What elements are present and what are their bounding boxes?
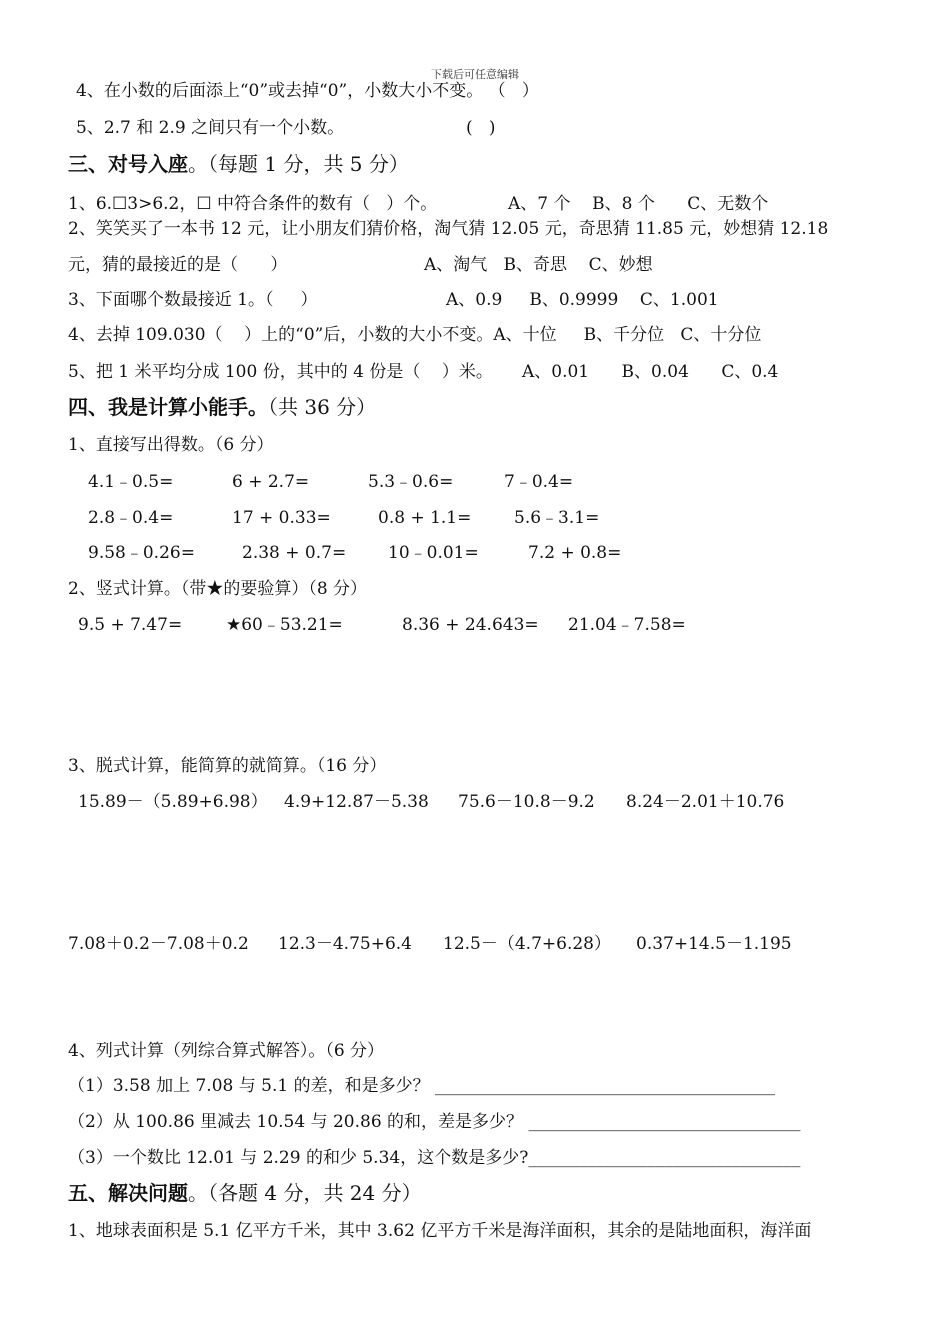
choice-2-question-cont: 元，猜的最接近的是（ ） <box>68 255 288 275</box>
judge-item-4: 4、在小数的后面添上“0”或去掉“0”，小数大小不变。 （ ） <box>76 81 539 101</box>
choice-3-question: 3、下面哪个数最接近 1。（ ） <box>68 290 318 310</box>
judge-item-5: 5、2.7 和 2.9 之间只有一个小数。 <box>76 118 345 138</box>
calc-4-title: 4、列式计算（列综合算式解答）。（6 分） <box>68 1041 385 1061</box>
problem-1: 1、地球表面积是 5.1 亿平方千米，其中 3.62 亿平方千米是海洋面积，其余的是陆地面积，海洋面 <box>68 1221 812 1241</box>
judge-item-5-bracket: ( ) <box>466 118 496 138</box>
section-4-note: （共 36 分） <box>268 395 377 419</box>
stepwise-calc-item: 8.24－2.01＋10.76 <box>626 792 785 812</box>
calc-item: 7.2 + 0.8= <box>528 543 622 563</box>
calc-item: 2.38 + 0.7= <box>242 543 347 563</box>
vertical-calc-item: 21.04﹣7.58= <box>568 615 686 635</box>
choice-4-question: 4、去掉 109.030（ ）上的“0”后，小数的大小不变。A、十位 B、千分位 C、十分位 <box>68 325 762 345</box>
calc-item: 7﹣0.4= <box>504 472 574 492</box>
section-4-title: 四、我是计算小能手。 <box>68 395 268 419</box>
choice-1-question: 1、6.☐3>6.2，☐ 中符合条件的数有（ ）个。 <box>68 194 438 214</box>
stepwise-calc-item: 15.89－（5.89+6.98） <box>78 792 268 812</box>
calc-1-title: 1、直接写出得数。（6 分） <box>68 435 274 455</box>
choice-5-options: A、0.01 B、0.04 C、0.4 <box>522 362 779 382</box>
section-5-note: 。（各题 4 分，共 24 分） <box>188 1181 422 1205</box>
stepwise-calc-item: 12.5－（4.7+6.28） <box>443 934 611 954</box>
vertical-calc-item: 8.36 + 24.643= <box>402 615 539 635</box>
word-calc-1: （1）3.58 加上 7.08 与 5.1 的差，和是多少？ ________________________________________ <box>68 1076 775 1096</box>
watermark: 下载后可任意编辑 <box>431 68 519 81</box>
calc-item: 9.58﹣0.26= <box>88 543 195 563</box>
choice-2-options: A、淘气 B、奇思 C、妙想 <box>424 255 653 275</box>
choice-5-question: 5、把 1 米平均分成 100 份，其中的 4 份是（ ）米。 <box>68 362 493 382</box>
calc-item: 10﹣0.01= <box>388 543 479 563</box>
calc-item: 17 + 0.33= <box>232 508 331 528</box>
choice-2-question: 2、笑笑买了一本书 12 元，让小朋友们猜价格，淘气猜 12.05 元，奇思猜 11.85 元，妙想猜 12.18 <box>68 219 829 239</box>
stepwise-calc-item: 7.08＋0.2－7.08＋0.2 <box>68 934 249 954</box>
section-3-title: 三、对号入座 <box>68 152 188 176</box>
stepwise-calc-item: 0.37+14.5－1.195 <box>636 934 792 954</box>
word-calc-2: （2）从 100.86 里减去 10.54 与 20.86 的和，差是多少？ ________________________________ <box>68 1112 801 1132</box>
calc-item: 0.8 + 1.1= <box>378 508 472 528</box>
vertical-calc-item: 9.5 + 7.47= <box>78 615 183 635</box>
calc-item: 5.6﹣3.1= <box>514 508 600 528</box>
section-3-note: 。（每题 1 分，共 5 分） <box>188 152 409 176</box>
calc-item: 5.3﹣0.6= <box>368 472 454 492</box>
vertical-calc-item: ★60﹣53.21= <box>226 615 343 635</box>
stepwise-calc-item: 75.6－10.8－9.2 <box>458 792 595 812</box>
stepwise-calc-item: 4.9+12.87－5.38 <box>284 792 429 812</box>
stepwise-calc-item: 12.3－4.75+6.4 <box>278 934 412 954</box>
section-4-heading <box>68 394 376 420</box>
section-3-heading <box>68 151 409 177</box>
calc-item: 4.1﹣0.5= <box>88 472 174 492</box>
choice-3-options: A、0.9 B、0.9999 C、1.001 <box>446 290 719 310</box>
calc-3-title: 3、脱式计算，能简算的就简算。（16 分） <box>68 756 387 776</box>
choice-1-options: A、7 个 B、8 个 C、无数个 <box>508 194 769 214</box>
calc-item: 2.8﹣0.4= <box>88 508 174 528</box>
calc-2-title: 2、竖式计算。（带★的要验算）（8 分） <box>68 579 368 599</box>
section-5-title: 五、解决问题 <box>68 1181 188 1205</box>
calc-item: 6 + 2.7= <box>232 472 310 492</box>
word-calc-3: （3）一个数比 12.01 与 2.29 的和少 5.34，这个数是多少?________________________________ <box>68 1148 801 1168</box>
section-5-heading <box>68 1180 422 1206</box>
